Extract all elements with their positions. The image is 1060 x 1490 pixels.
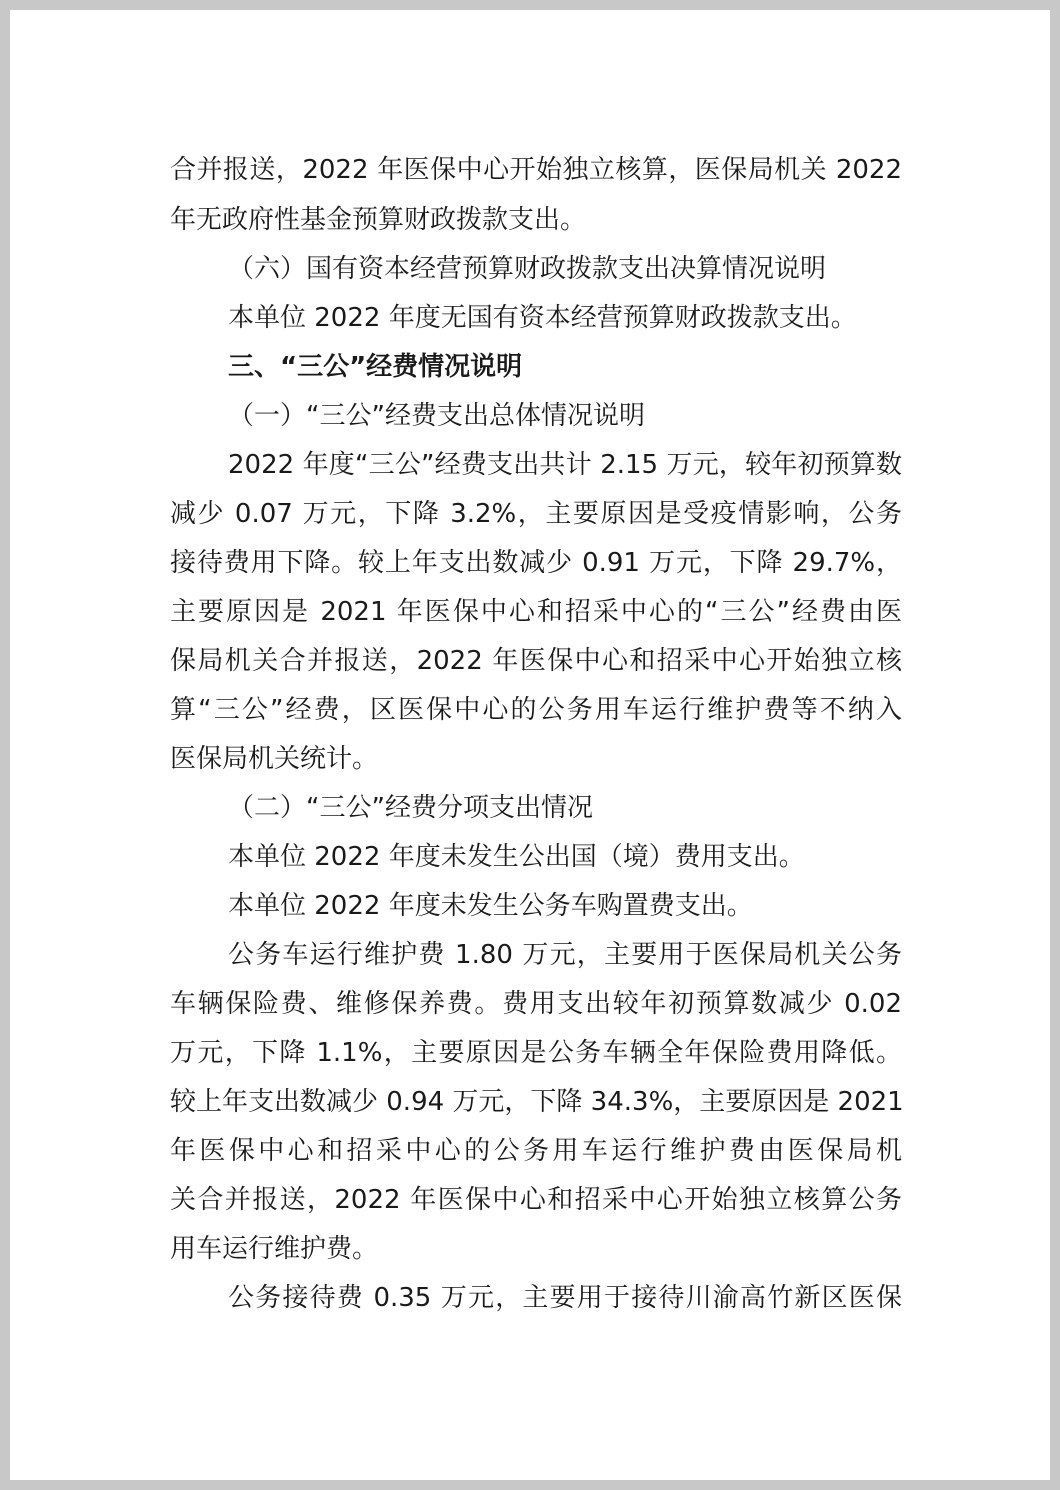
paragraph-line: 接待费用下降。较上年支出数减少 0.91 万元，下降 29.7%， <box>170 548 902 578</box>
section-heading: 三、“三公”经费情况说明 <box>228 352 523 382</box>
paragraph-line: 本单位 2022 年度未发生公出国（境）费用支出。 <box>228 842 805 872</box>
paragraph-line: 本单位 2022 年度无国有资本经营预算财政拨款支出。 <box>228 303 857 333</box>
paragraph-line: 保局机关合并报送，2022 年医保中心和招采中心开始独立核 <box>170 646 902 676</box>
paragraph-line: 万元，下降 1.1%，主要原因是公务车辆全年保险费用降低。 <box>170 1038 902 1068</box>
section-heading: （一）“三公”经费支出总体情况说明 <box>228 401 645 431</box>
paragraph-line: 年无政府性基金预算财政拨款支出。 <box>170 205 587 235</box>
paragraph-line: 关合并报送，2022 年医保中心和招采中心开始独立核算公务 <box>170 1185 902 1215</box>
paragraph-line: 公务接待费 0.35 万元，主要用于接待川渝高竹新区医保 <box>228 1283 902 1313</box>
document-page <box>10 10 1050 1480</box>
paragraph-line: 2022 年度“三公”经费支出共计 2.15 万元，较年初预算数 <box>228 450 902 480</box>
section-heading: （二）“三公”经费分项支出情况 <box>228 793 593 823</box>
paragraph-line: 医保局机关统计。 <box>170 744 379 774</box>
paragraph-line: 公务车运行维护费 1.80 万元，主要用于医保局机关公务 <box>228 940 902 970</box>
paragraph-line: 年医保中心和招采中心的公务用车运行维护费由医保局机 <box>170 1136 902 1166</box>
paragraph-line: 用车运行维护费。 <box>170 1234 379 1264</box>
paragraph-line: 车辆保险费、维修保养费。费用支出较年初预算数减少 0.02 <box>170 989 902 1019</box>
paragraph-line: 减少 0.07 万元，下降 3.2%，主要原因是受疫情影响，公务 <box>170 499 902 529</box>
paragraph-line: 较上年支出数减少 0.94 万元，下降 34.3%，主要原因是 2021 <box>170 1087 904 1117</box>
section-heading: （六）国有资本经营预算财政拨款支出决算情况说明 <box>228 254 827 284</box>
paragraph-line: 主要原因是 2021 年医保中心和招采中心的“三公”经费由医 <box>170 597 902 627</box>
paragraph-line: 本单位 2022 年度未发生公务车购置费支出。 <box>228 891 753 921</box>
paragraph-line: 算“三公”经费，区医保中心的公务用车运行维护费等不纳入 <box>170 695 902 725</box>
paragraph-line: 合并报送，2022 年医保中心开始独立核算，医保局机关 2022 <box>170 155 902 185</box>
